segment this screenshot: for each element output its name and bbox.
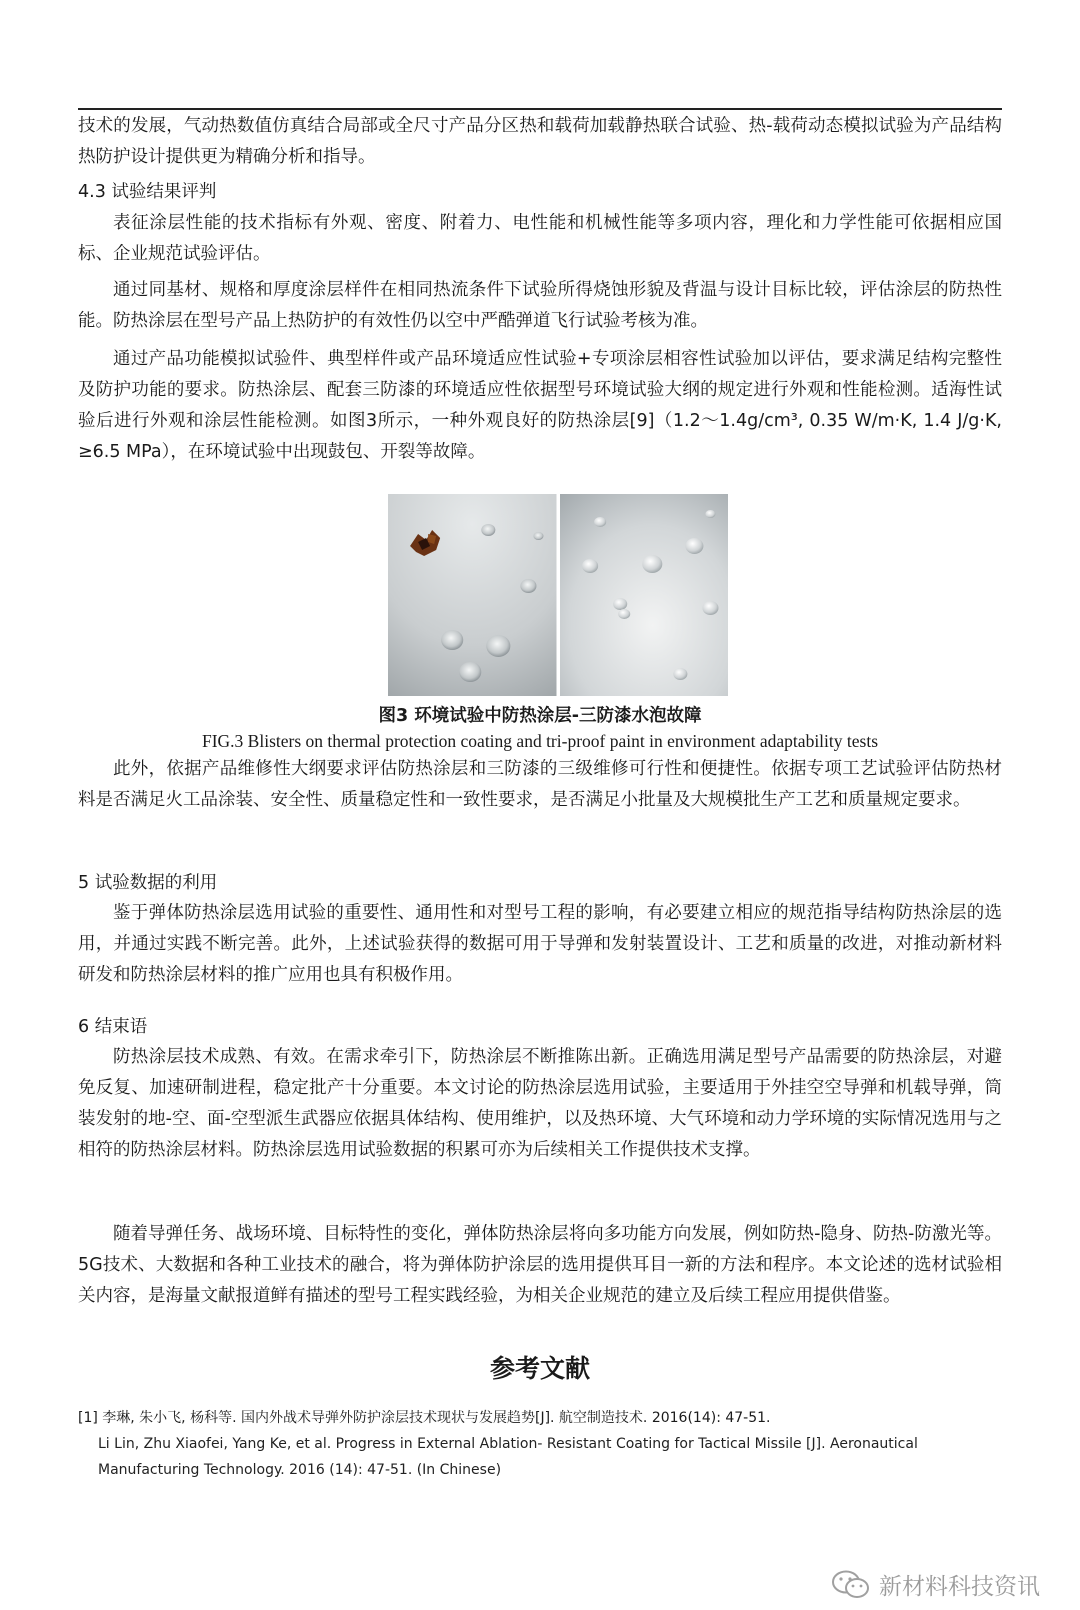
watermark-text: 新材料科技资讯: [879, 1574, 1040, 1600]
after-figure-paragraph: 此外，依据产品维修性大纲要求评估防热涂层和三防漆的三级维修可行性和便捷性。依据专项工艺试验评估防热材料是否满足火工品涂装、安全性、质量稳定性和一致性要求，是否满足小批量及大规模批生产工艺和质量规定要求。: [78, 759, 1002, 810]
figure-caption-zh: 图3 环境试验中防热涂层-三防漆水泡故障: [378, 706, 702, 726]
section-6-paragraph-2: 随着导弹任务、战场环境、目标特性的变化，弹体防热涂层将向多功能方向发展，例如防热-隐身、防热-防激光等。5G技术、大数据和各种工业技术的融合，将为弹体防护涂层的选用提供耳目一新的方法和程序。本文论述的选材试验相关内容，是海量文献报道鲜有描述的型号工程实践经验，为相关企业规范的建立及后续工程应用提供借鉴。: [78, 1224, 1002, 1306]
figure-3-photo: [388, 494, 728, 696]
reference-1-en: Li Lin, Zhu Xiaofei, Yang Ke, et al. Progress in External Ablation- Resistant Coating for Tactical Missile [J]. Aeronautical Manufacturing Technology. 2016 (14): 47-51. (In Chinese): [98, 1436, 918, 1478]
photo-left-panel: [388, 494, 557, 696]
section-6-heading: 6 结束语: [78, 1017, 148, 1037]
section-4-3-heading: 4.3 试验结果评判: [78, 182, 217, 202]
photo-right-panel: [560, 494, 729, 696]
wechat-icon: [831, 1569, 871, 1601]
reference-1-zh: [1] 李琳, 朱小飞, 杨科等. 国内外战术导弹外防护涂层技术现状与发展趋势[J]. 航空制造技术. 2016(14): 47-51.: [78, 1410, 771, 1426]
section-6-paragraph-1: 防热涂层技术成熟、有效。在需求牵引下，防热涂层不断推陈出新。正确选用满足型号产品需要的防热涂层，对避免反复、加速研制进程，稳定批产十分重要。本文讨论的防热涂层选用试验，主要适用于外挂空空导弹和机载导弹，筒装发射的地-空、面-空型派生武器应依据具体结构、使用维护，以及热环境、大气环境和动力学环境的实际情况选用与之相符的防热涂层材料。防热涂层选用试验数据的积累可亦为后续相关工作提供技术支撑。: [78, 1047, 1002, 1160]
section-5-heading: 5 试验数据的利用: [78, 873, 218, 893]
references-title: 参考文献: [489, 1354, 590, 1383]
section-4-3-paragraph-1: 表征涂层性能的技术指标有外观、密度、附着力、电性能和机械性能等多项内容，理化和力学性能可依据相应国标、企业规范试验评估。: [78, 213, 1002, 264]
section-4-3-paragraph-3: 通过产品功能模拟试验件、典型样件或产品环境适应性试验+专项涂层相容性试验加以评估，要求满足结构完整性及防护功能的要求。防热涂层、配套三防漆的环境适应性依据型号环境试验大纲的规定进行外观和性能检测。适海性试验后进行外观和涂层性能检测。如图3所示，一种外观良好的防热涂层[9]（1.2～1.4g/cm³, 0.35 W/m·K, 1.4 J/g·K, ≥6.5 MPa），在环境试验中出现鼓包、开裂等故障。: [78, 349, 1002, 462]
section-5-paragraph-1: 鉴于弹体防热涂层选用试验的重要性、通用性和对型号工程的影响，有必要建立相应的规范指导结构防热涂层的选用，并通过实践不断完善。此外，上述试验获得的数据可用于导弹和发射装置设计、工艺和质量的改进，对推动新材料研发和防热涂层材料的推广应用也具有积极作用。: [78, 903, 1002, 985]
intro-paragraph: 技术的发展，气动热数值仿真结合局部或全尺寸产品分区热和载荷加载静热联合试验、热-载荷动态模拟试验为产品结构热防护设计提供更为精确分析和指导。: [78, 116, 1002, 167]
watermark: [831, 1568, 1040, 1601]
header-rule: [78, 108, 1002, 110]
section-4-3-paragraph-2: 通过同基材、规格和厚度涂层样件在相同热流条件下试验所得烧蚀形貌及背温与设计目标比较，评估涂层的防热性能。防热涂层在型号产品上热防护的有效性仍以空中严酷弹道飞行试验考核为准。: [78, 280, 1002, 331]
figure-caption-en: FIG.3 Blisters on thermal protection coating and tri-proof paint in environment adaptability tests: [201, 731, 879, 751]
